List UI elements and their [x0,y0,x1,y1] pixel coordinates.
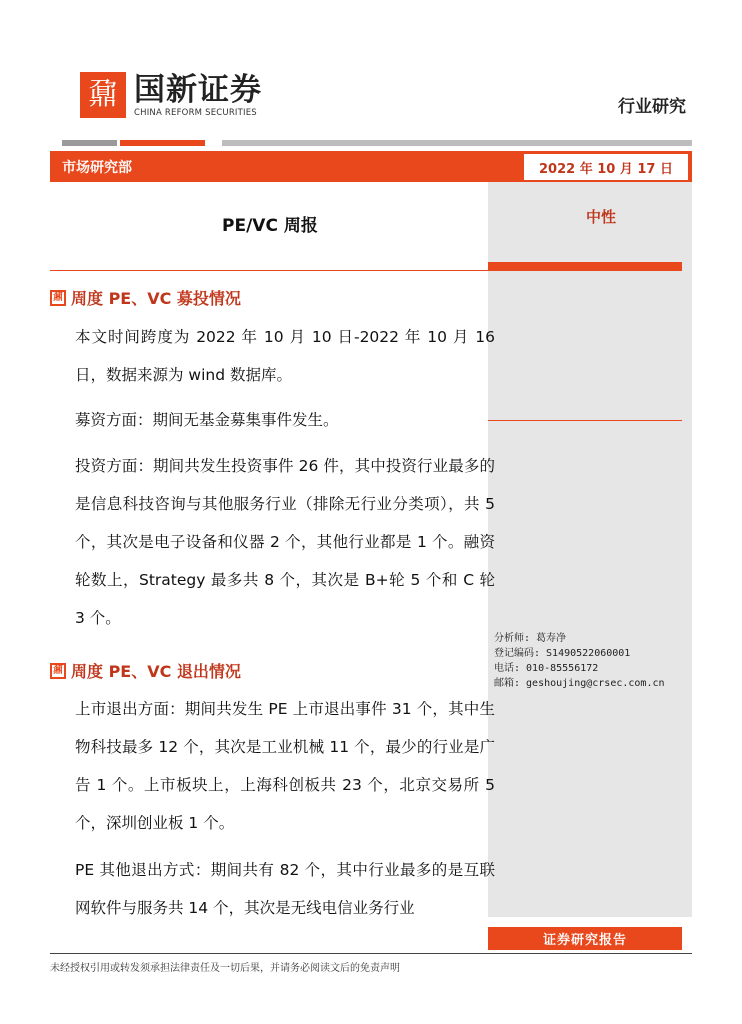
paragraph: 投资方面：期间共发生投资事件 26 件，其中投资行业最多的是信息科技咨询与其他服务行业（排除无行业分类项），共 5 个，其次是电子设备和仪器 2 个，其他行业都是 1 个。融资轮数上，Strategy 最多共 8 个，其次是 B+轮 5 个和 C 轮 3 个。 [75,457,495,627]
footer-divider [50,953,692,954]
analyst-phone: 电话: 010-85556172 [494,663,599,674]
paragraph: PE 其他退出方式：期间共有 82 个，其中行业最多的是互联网软件与服务共 14 个，其次是无线电信业务行业 [75,861,495,917]
logo-mark-icon: 鼐 [80,72,126,118]
header-divider-long [222,140,692,146]
paragraph: 募资方面：期间无基金募集事件发生。 [75,411,339,429]
sidebar-divider [488,420,682,421]
logo-wordmark [134,73,262,118]
company-logo [80,72,262,118]
report-type: 行业研究 [618,97,686,117]
report-date: 2022 年 10 月 17 日 [524,154,688,180]
section-heading-exit [50,659,241,682]
header-divider-orange [120,140,205,146]
title-divider [50,270,488,271]
department-label: 市场研究部 [62,160,132,176]
section-title: 周度 PE、VC 退出情况 [71,662,241,681]
legal-disclaimer: 未经授权引用或转发须承担法律责任及一切后果，并请务必阅读文后的免责声明 [50,963,400,974]
report-title: PE/VC 周报 [222,216,318,236]
section-heading-fundraising [50,286,241,309]
sidebar-accent-bar [488,262,682,271]
analyst-registration: 登记编码: S1490522060001 [494,648,631,659]
section-title: 周度 PE、VC 募投情况 [71,289,241,308]
paragraph: 上市退出方面：期间共发生 PE 上市退出事件 31 个，其中生物科技最多 12 个，其次是工业机械 11 个，最少的行业是广告 1 个。上市板块上，上海科创板共 23 个，北京交易所 5 个，深圳创业板 1 个。 [75,700,495,832]
industry-rating: 中性 [586,208,617,226]
analyst-email[interactable]: 邮箱: geshoujing@crsec.com.cn [494,678,665,689]
analyst-info [494,631,665,691]
section-logo-icon: 鼐 [50,290,66,306]
analyst-name: 分析师: 葛寿净 [494,633,567,644]
sidebar-panel [488,182,692,917]
section-logo-icon: 鼐 [50,663,66,679]
header-divider-gray [62,140,117,146]
logo-english-name: CHINA REFORM SECURITIES [134,107,257,118]
report-category-label: 证券研究报告 [488,927,682,950]
paragraph: 本文时间跨度为 2022 年 10 月 10 日-2022 年 10 月 16 日，数据来源为 wind 数据库。 [75,328,495,384]
logo-chinese-name: 国新证券 [134,71,262,108]
